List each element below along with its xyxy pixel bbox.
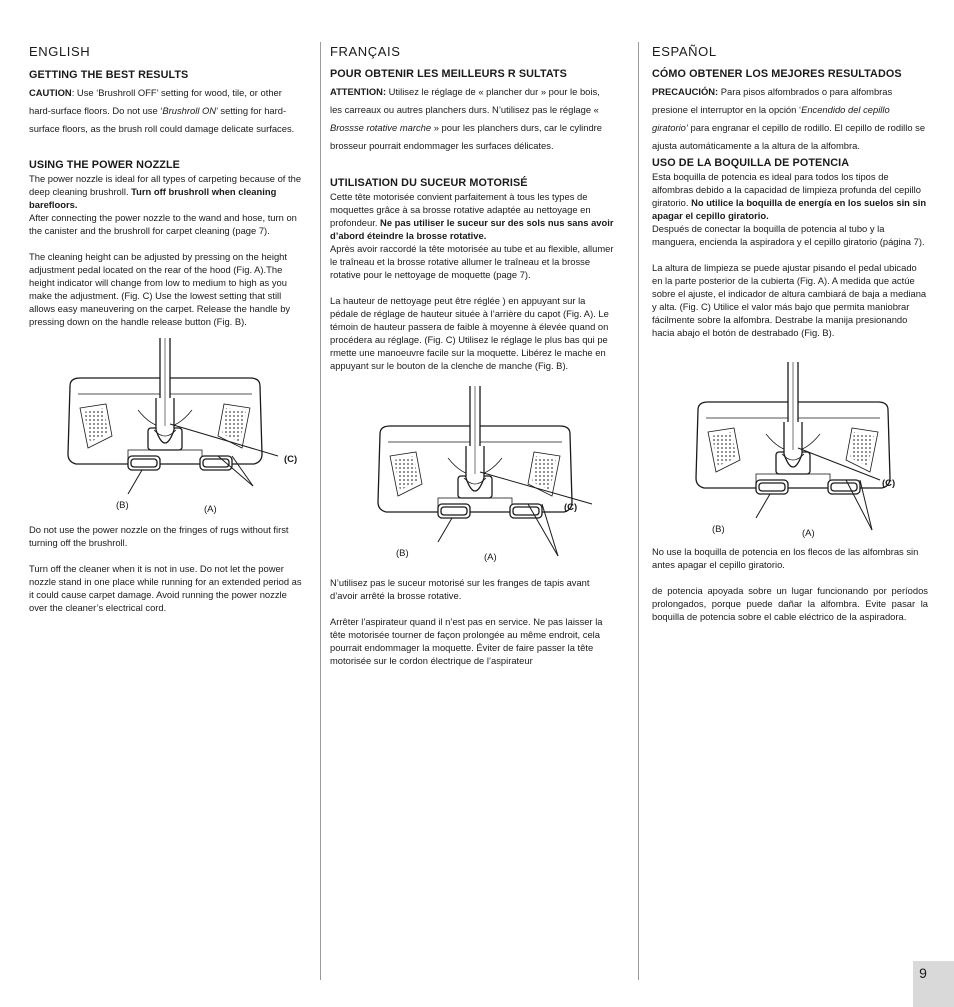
- english-column: [29, 0, 306, 1007]
- column-divider: [320, 42, 321, 980]
- section-heading: UTILISATION DU SUCEUR MOTORISÉ: [330, 177, 528, 189]
- language-heading: FRANÇAIS: [330, 44, 401, 59]
- label-a: (A): [484, 552, 497, 563]
- section-heading: POUR OBTENIR LES MEILLEURS R SULTATS: [330, 68, 567, 80]
- label-c: (C): [882, 478, 896, 489]
- paragraph: de potencia apoyada sobre un lugar funcionando por períodos prolongados, porque puede dañar la alfombra. Evite pasar la boquilla de potencia sobre el cable eléctrico de la aspiradora.: [652, 585, 928, 622]
- spanish-column: [652, 0, 928, 1007]
- nozzle-drawing: [696, 362, 890, 530]
- column-divider: [638, 42, 639, 980]
- warnings-section: [29, 523, 306, 614]
- paragraph: N’utilisez pas le suceur motorisé sur les franges de tapis avant d’avoir arrêté la brosse rotative.: [330, 577, 590, 601]
- caution-label: CAUTION: [29, 87, 72, 98]
- best-results-section: [330, 68, 614, 155]
- section-heading: USING THE POWER NOZZLE: [29, 159, 180, 171]
- language-heading: ENGLISH: [29, 44, 91, 59]
- nozzle-drawing: [378, 386, 592, 556]
- label-b: (B): [396, 548, 409, 559]
- label-c: (C): [564, 502, 578, 513]
- paragraph: La hauteur de nettoyage peut être réglée ) en appuyant sur la pédale de réglage de hauteur située à l’arrière du capot (Fig. A). Le témoin de hauteur passera de faible à moyenne à élevée quand on procédera au réglage. (Fig. C) Utilisez le réglage le plus bas qui pe rmette une manoeuvre facile sur la moquette. Libérez le mache en appuyant sur le bouton de la clenche de manche (Fig. B).: [330, 295, 609, 371]
- power-nozzle-illustration: [378, 386, 618, 566]
- power-nozzle-illustration: [696, 362, 936, 542]
- warnings-section: [330, 576, 614, 667]
- caution-paragraph: ATTENTION: Utilisez le réglage de « plancher dur » pour le bois, les carreaux ou autres planchers durs. N’utilisez pas le réglage « Brossse rotative marche » pour les planchers durs, car le cylindre brosseur pourrait endommager les surfaces délicates.: [330, 86, 603, 151]
- power-nozzle-figure: [378, 386, 618, 566]
- warnings-section: [652, 545, 928, 623]
- label-b: (B): [116, 500, 129, 511]
- nozzle-drawing: [68, 338, 278, 494]
- section-heading: USO DE LA BOQUILLA DE POTENCIA: [652, 157, 850, 169]
- paragraph: Turn off the cleaner when it is not in use. Do not let the power nozzle stand in one place while running for an extended period as it could cause carpet damage. Avoid running the power nozzle over the cleaner’s electrical cord.: [29, 563, 302, 613]
- power-nozzle-illustration: [68, 338, 308, 518]
- power-nozzle-section: [330, 177, 614, 372]
- power-nozzle-section: [652, 157, 928, 339]
- paragraph: The power nozzle is ideal for all types of carpeting because of the deep cleaning brushroll. Turn off brushroll when cleaning barefloors.: [29, 173, 302, 210]
- label-a: (A): [802, 528, 815, 539]
- paragraph: La altura de limpieza se puede ajustar pisando el pedal ubicado en la parte posterior de la cubierta (Fig. A). A medida que actúe sobre el ajuste, el indicador de altura cambiará de baja a mediana y alta. (Fig. C) Utilice el valor más bajo que permita maniobrar fácilmente sobre la alfombra. Destrabe la manija presionando hacia abajo el botón de destrabado (Fig. B).: [652, 262, 927, 338]
- language-heading: ESPAÑOL: [652, 44, 717, 59]
- paragraph: No use la boquilla de potencia en los flecos de las alfombras sin antes apagar el cepillo giratorio.: [652, 546, 919, 570]
- power-nozzle-figure: [68, 338, 308, 518]
- label-b: (B): [712, 524, 725, 535]
- paragraph: The cleaning height can be adjusted by pressing on the height adjustment pedal located on the rear of the hood (Fig. A).The height indicator will change from low to medium to high as you make the adjustment. (Fig. C) Use the lowest setting that still allows easy maneuvering on the carpet. Release the handle by pressing down on the handle release button (Fig. B).: [29, 251, 291, 327]
- paragraph: Después de conectar la boquilla de potencia al tubo y la manguera, encienda la aspiradora y el cepillo giratorio (página 7).: [652, 223, 925, 247]
- caution-paragraph: CAUTION: Use ‘Brushroll OFF’ setting for wood, tile, or other hard-surface floors. Do not use ‘Brushroll ON’ setting for hard-surface floors, as the brush roll could damage delicate surfaces.: [29, 87, 295, 134]
- label-c: (C): [284, 454, 298, 465]
- best-results-section: [652, 68, 928, 155]
- label-a: (A): [204, 504, 217, 515]
- paragraph: Cette tête motorisée convient parfaitement à tous les types de moquettes grâce à sa brosse rotative adaptée au nettoyage en profondeur. Ne pas utiliser le suceur sur des sols nus sans avoir d’abord éteindre la brosse rotative.: [330, 191, 614, 241]
- paragraph: Après avoir raccordé la tête motorisée au tube et au flexible, allumer le traîneau et la brosse rotative allumer le traîneau et la brosse rotative pour le nettoyage de moquette (page 7).: [330, 243, 614, 280]
- caution-label: PRECAUCIÓN:: [652, 86, 719, 97]
- best-results-section: [29, 69, 306, 138]
- power-nozzle-figure: [696, 362, 936, 542]
- caution-label: ATTENTION:: [330, 86, 387, 97]
- page-number-box: [913, 961, 954, 1007]
- page-number: 9: [919, 965, 927, 981]
- power-nozzle-section: [29, 159, 306, 328]
- caution-paragraph: PRECAUCIÓN: Para pisos alfombrados o para alfombras presione el interruptor en la opción ‘Encendido del cepillo giratorio’ para engranar el cepillo de rodillo. El cepillo de rodillo se ajusta automáticamente a la altura de la alfombra.: [652, 86, 926, 151]
- paragraph: Arrêter l’aspirateur quand il n’est pas en service. Ne pas laisser la tête motorisée tourner de façon prolongée au même endroit, cela pourrait endommager la moquette. Éviter de faire passer la tête motorisée sur le cordon électrique de l’aspirateur: [330, 616, 603, 666]
- section-heading: GETTING THE BEST RESULTS: [29, 69, 189, 81]
- section-heading: CÓMO OBTENER LOS MEJORES RESULTADOS: [652, 68, 902, 80]
- paragraph: After connecting the power nozzle to the wand and hose, turn on the canister and the brushroll for carpet cleaning (page 7).: [29, 212, 297, 236]
- paragraph: Do not use the power nozzle on the fringes of rugs without first turning off the brushroll.: [29, 524, 289, 548]
- french-column: [330, 0, 614, 1007]
- paragraph: Esta boquilla de potencia es ideal para todos los tipos de alfombras debido a la capacidad de limpieza profunda del cepillo giratorio. No utilice la boquilla de energía en los suelos sin sin apagar el cepillo giratorio.: [652, 171, 927, 221]
